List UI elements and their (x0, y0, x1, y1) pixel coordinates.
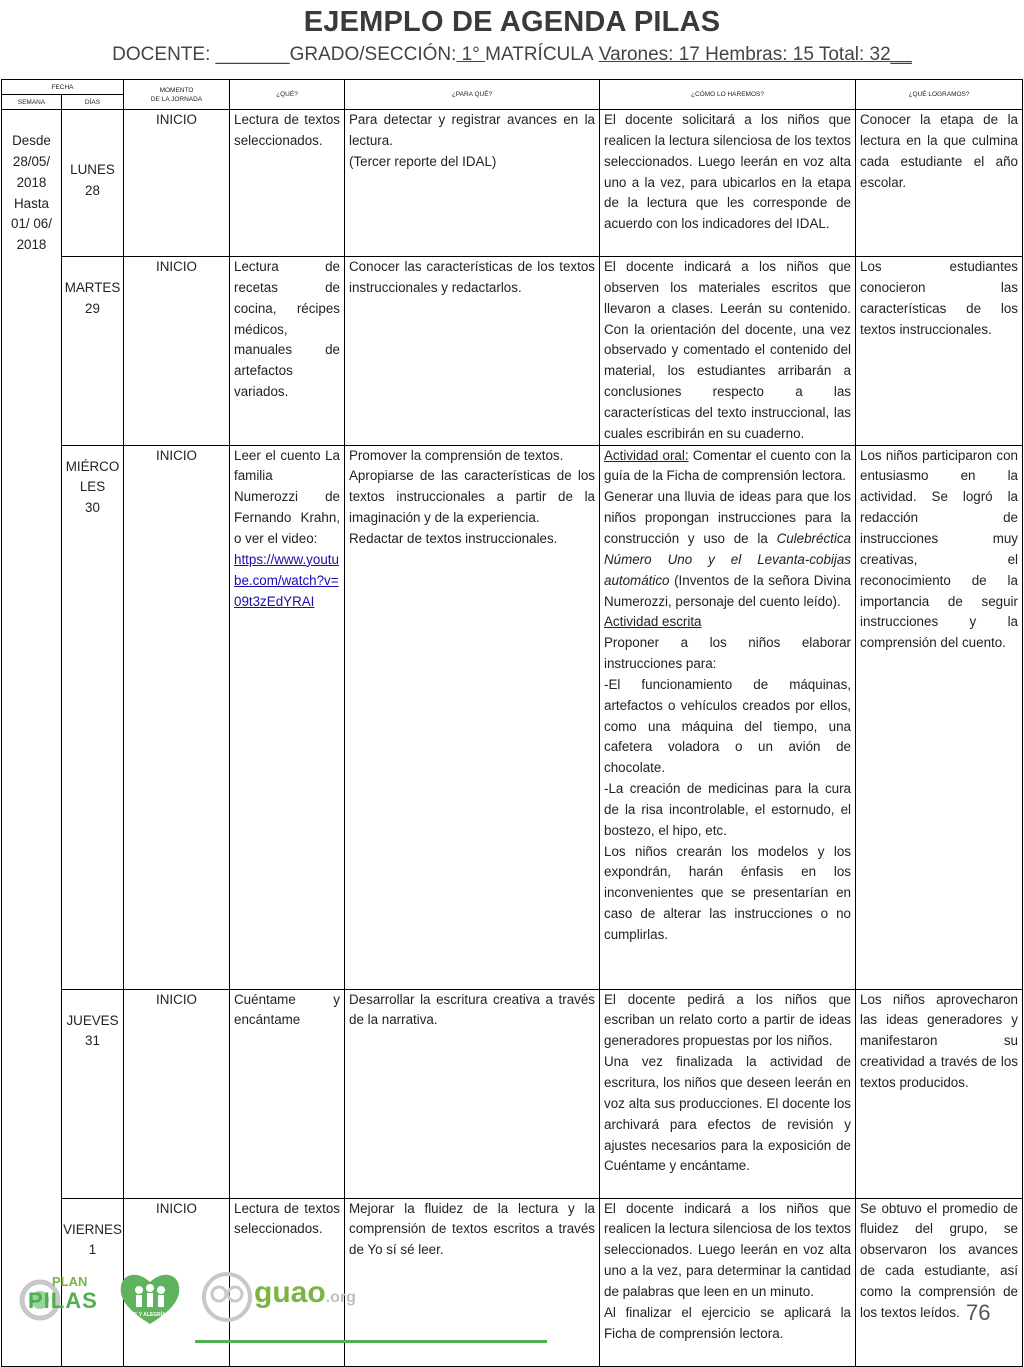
para-que-cell: Para detectar y registrar avances en la lectura. (Tercer reporte del IDAL) (345, 110, 600, 257)
como-cell: Actividad oral: Comentar el cuento con la guía de la Ficha de comprensión lectora. Generar una lluvia de ideas para que los niños propongan instrucciones para la construcción y uso de la Culebréctica Número Uno y el Levanta-cobijas automático (Inventos de la señora Divina Numerozzi, personaje del cuento leído). Actividad escrita Proponer a los niños elaborar instrucciones para: -El funcionamiento de máquinas, artefactos o vehículos creados por ellos, como una máquina del tiempo, una cafetera voladora o un avión de chocolate. -La creación de medicinas para la cura de la risa incontrolable, el estornudo, el bostezo, el hipo, etc. Los niños crearán los modelos y los expondrán, harán énfasis en los inconvenientes que se presentarían en caso de alterar las instrucciones o no cumplirlas. (600, 445, 856, 989)
dia-cell: VIERNES 1 (62, 1198, 124, 1366)
logo-plan-text: PLAN (52, 1274, 88, 1289)
header-como: ¿CÓMO LO HAREMOS? (600, 80, 856, 110)
table-row (2, 257, 1023, 446)
grado-label: GRADO/SECCIÓN: (289, 44, 457, 65)
heart-children-icon (117, 1268, 183, 1328)
matricula-value: Varones: 17 Hembras: 15 Total: 32__ (598, 44, 912, 65)
como-cell: El docente indicará a los niños que realicen la lectura silenciosa de los textos seleccionados. Luego leerán en voz alta uno a la vez, para determinar la cantidad de palabras que leen en un minuto. Al finalizar el ejercicio se aplicará la Ficha de comprensión lectora. (600, 1198, 856, 1366)
header-fecha: FECHA (2, 80, 124, 95)
video-link[interactable]: https://www.youtube.com/watch?v=09t3zEdYRAI (234, 551, 339, 609)
fe-y-alegria-logo (117, 1268, 183, 1328)
momento-cell: INICIO (124, 1198, 230, 1366)
owl-icon (200, 1270, 254, 1324)
logo-fe-text: FE Y ALEGRÍA (131, 1312, 166, 1318)
logramos-cell: Conocer la etapa de la lectura en la que culmina cada estudiante el año escolar. (856, 110, 1023, 257)
guao-logo (200, 1268, 370, 1328)
agenda-table (1, 79, 1023, 1367)
footer-green-line (195, 1340, 547, 1343)
como-cell: El docente pedirá a los niños que escriban un relato corto a partir de ideas generadores propuestas por los niños. Una vez finalizada la actividad de escritura, los niños que deseen leerán en voz alta sus producciones. El docente los archivará para efectos de revisión y ajustes necesarios para la exposición de Cuéntame y encántame. (600, 989, 856, 1198)
para-que-cell: Desarrollar la escritura creativa a través de la narrativa. (345, 989, 600, 1198)
dia-cell: JUEVES 31 (62, 989, 124, 1198)
docente-label: DOCENTE: _______ (112, 44, 290, 65)
plan-pilas-logo (18, 1268, 98, 1328)
logramos-cell: Se obtuvo el promedio de fluidez del grupo, se observaron los avances de cada estudiante, así como la comprensión de los textos leídos. (856, 1198, 1023, 1366)
semana-cell: Desde 28/05/ 2018 Hasta 01/ 06/ 2018 (2, 110, 62, 1367)
table-row (2, 445, 1023, 989)
que-cell: Lectura de recetas de cocina, récipes médicos, manuales de artefactos variados. (230, 257, 345, 446)
header-momento: MOMENTO DE LA JORNADA (124, 80, 230, 110)
para-que-cell: Promover la comprensión de textos. Apropiarse de las características de los textos instruccionales a partir de la imaginación y de la experiencia. Redactar de textos instruccionales. (345, 445, 600, 989)
header-logramos: ¿QUÉ LOGRAMOS? (856, 80, 1023, 110)
logramos-cell: Los estudiantes conocieron las características de los textos instruccionales. (856, 257, 1023, 446)
actividad-escrita-label: Actividad escrita (604, 614, 702, 630)
header-para-que: ¿PARA QUÉ? (345, 80, 600, 110)
como-cell: El docente solicitará a los niños que realicen la lectura silenciosa de los textos seleccionados. Luego leerán en voz alta uno a la vez, para ubicarlos en la etapa de la lectura que les corresponde de acuerdo con los indicadores del IDAL. (600, 110, 856, 257)
actividad-oral-label: Actividad oral: (604, 447, 689, 463)
para-que-cell: Mejorar la fluidez de la lectura y la comprensión de textos escritos a través de Yo sí sé leer. (345, 1198, 600, 1366)
page-title: EJEMPLO DE AGENDA PILAS (303, 6, 721, 38)
momento-cell: INICIO (124, 110, 230, 257)
header-dias: DÍAS (62, 95, 124, 110)
dia-cell: MIÉRCO LES 30 (62, 445, 124, 989)
logramos-cell: Los niños aprovecharon las ideas generadores y manifestaron su creatividad a través de los textos producidos. (856, 989, 1023, 1198)
para-que-cell: Conocer las características de los textos instruccionales y redactarlos. (345, 257, 600, 446)
como-cell: El docente indicará a los niños que observen los materiales escritos que llevaron a clases. Leerán su contenido. Con la orientación del docente, una vez observado y comentado el contenido del material, los estudiantes arribarán a conclusiones respecto a las características del texto instruccional, las cuales escribirán en su cuaderno. (600, 257, 856, 446)
dia-cell: MARTES 29 (62, 257, 124, 446)
que-cell: Leer el cuento La familia Numerozzi de Fernando Krahn, o ver el video: https://www.youtube.com/watch?v=09t3zEdYRAI (230, 445, 345, 989)
que-cell: Cuéntame y encántame (230, 989, 345, 1198)
que-cell: Lectura de textos seleccionados. (230, 1198, 345, 1366)
momento-cell: INICIO (124, 989, 230, 1198)
momento-cell: INICIO (124, 257, 230, 446)
table-row (2, 989, 1023, 1198)
page-number: 76 (966, 1300, 991, 1325)
header-que: ¿QUÉ? (230, 80, 345, 110)
logo-guao-text: guao.org (254, 1276, 356, 1309)
logramos-cell: Los niños participaron con entusiasmo en la actividad. Se logró la redacción de instrucciones muy creativas, el reconocimiento de la importancia de seguir instrucciones y la comprensión del cuento. (856, 445, 1023, 989)
dia-cell: LUNES 28 (62, 110, 124, 257)
matricula-label: MATRÍCULA (485, 44, 594, 65)
grado-value: 1° (456, 44, 486, 65)
table-row (2, 110, 1023, 257)
que-cell: Lectura de textos seleccionados. (230, 110, 345, 257)
logo-pilas-text: PILAS (28, 1288, 98, 1313)
momento-cell: INICIO (124, 445, 230, 989)
header-semana: SEMANA (2, 95, 62, 110)
subtitle-line (0, 44, 1024, 66)
